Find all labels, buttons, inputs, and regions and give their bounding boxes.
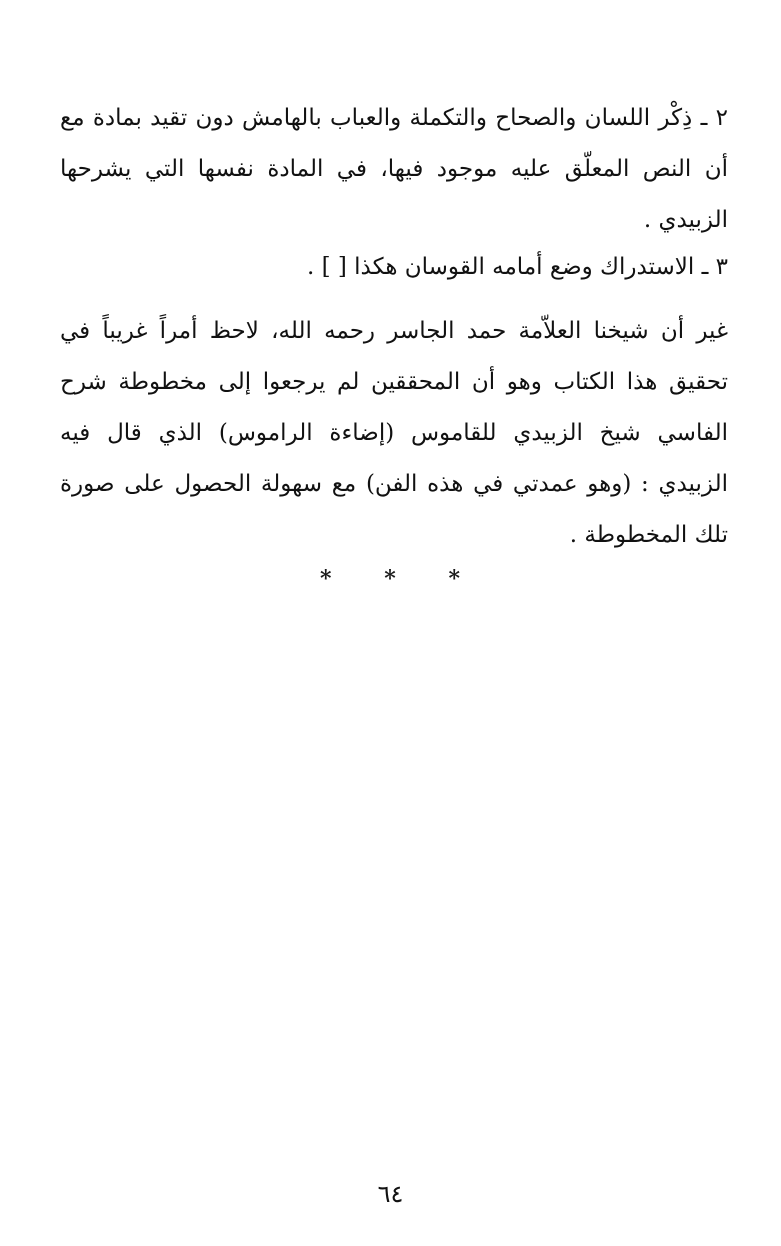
section-separator — [320, 566, 460, 592]
paragraph-body: غير أن شيخنا العلاّمة حمد الجاسر رحمه الله، لاحظ أمراً غريباً في تحقيق هذا الكتاب وهو أن المحققين لم يرجعوا إلى مخطوطة شرح الفاسي شيخ الزبيدي للقاموس (إضاءة الراموس) الذي قال فيه الزبيدي : (وهو عمدتي في هذه الفن) مع سهولة الحصول على صورة تلك المخطوطة . — [60, 318, 728, 548]
asterisk-icon: * — [448, 566, 460, 592]
paragraph-item-3: ٣ ـ الاستدراك وضع أمامه القوسان هكذا [ ] . — [306, 254, 728, 280]
paragraph-item-2: ٢ ـ ذِكْر اللسان والصحاح والتكملة والعباب بالهامش دون تقيد بمادة مع أن النص المعلّق عليه موجود فيها، في المادة نفسها التي يشرحها الزبيدي . — [60, 105, 728, 233]
asterisk-icon: * — [320, 566, 332, 592]
asterisk-icon: * — [384, 566, 396, 592]
page-number: ٦٤ — [377, 1180, 404, 1208]
